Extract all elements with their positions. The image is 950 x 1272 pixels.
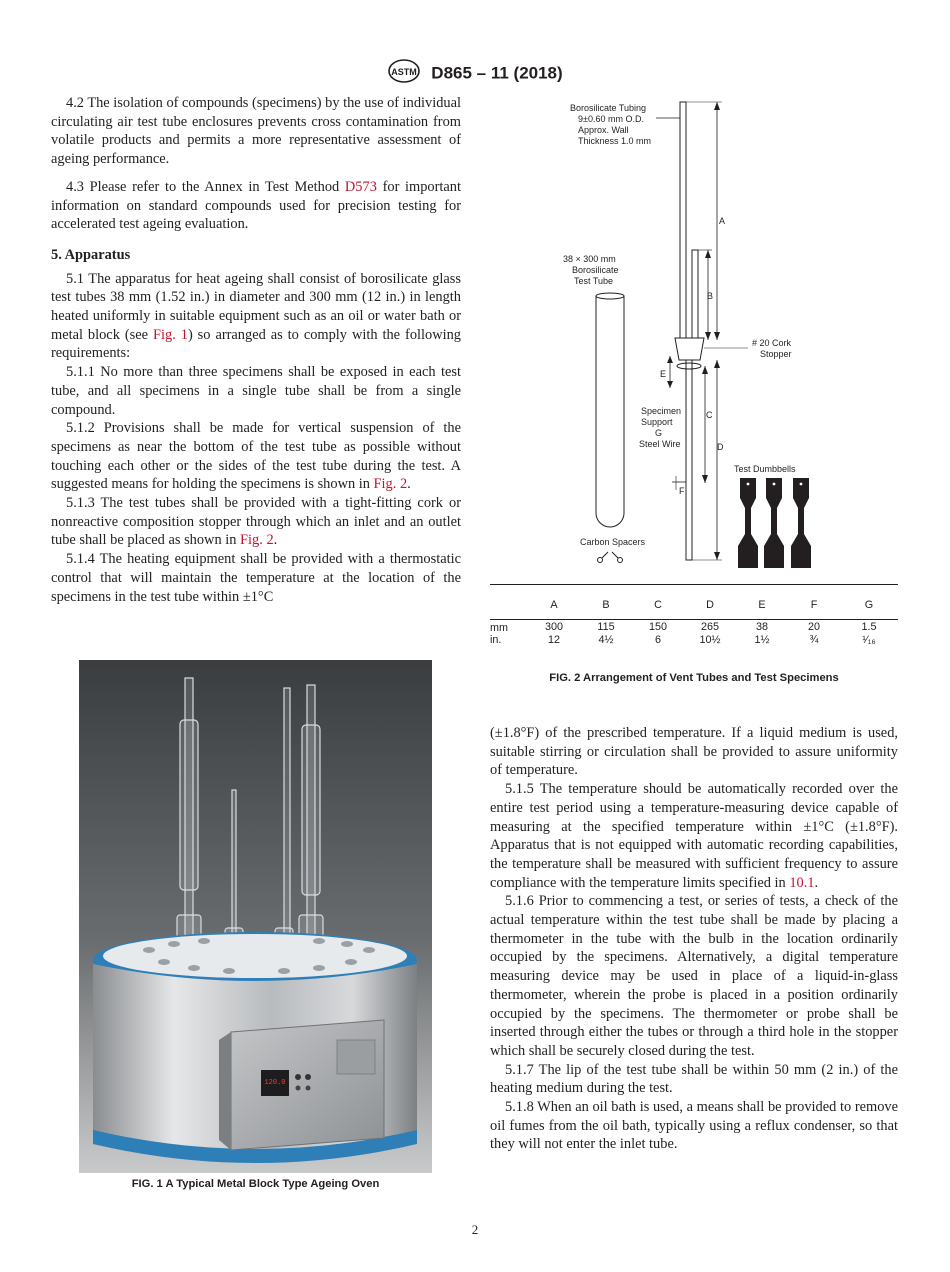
vent-tube-long [680,102,686,340]
inlet-tube [686,360,692,560]
paragraph-5-1-4-continued: (±1.8°F) of the prescribed temperature. If a liquid medium is used, suitable stirring or circulation shall be provided to assure uniformity of temperature. [490,725,898,779]
link-d573[interactable]: D573 [344,178,377,195]
link-fig-1[interactable]: Fig. 1 [152,326,188,343]
paragraph-5-1-1: 5.1.1 No more than three specimens shall be exposed in each test tube, and all specimens in a single tube shall be from a single compound. [51,364,461,418]
figure-2-drawing [560,98,890,576]
label-cork-number: # 20 Cork [752,338,792,348]
table-cell: 4½ [598,634,614,646]
table-header: F [810,599,818,611]
figure-1-caption: FIG. 1 A Typical Metal Block Type Ageing Oven [131,1178,380,1190]
test-tube-icon [596,296,624,527]
dim-label-b: B [707,291,714,301]
table-cell: 1.5 [861,621,877,633]
table-cell: 265 [700,621,719,633]
right-column [490,724,898,1154]
label-specimen: Specimen [641,406,682,416]
table-cell: ¾ [809,634,819,646]
label-cork-stopper: Stopper [760,349,792,359]
paragraph-5-1-2: 5.1.2 Provisions shall be made for vertical suspension of the specimens as near the bottom of the test tube as possible without touching each other or the sides of the test tube during the test. A suggested means for holding the specimens is shown in Fig. 2. [51,420,461,493]
paragraph-5-1-4: 5.1.4 The heating equipment shall be provided with a thermostatic control that will maintain the temperature at the location of the specimens in the test tube within ±1°C [51,551,461,605]
document-designation: D865 – 11 (2018) [431,63,563,83]
paragraph-5-1-6: 5.1.6 Prior to commencing a test, or series of tests, a check of the actual temperature within the test tube shall be made by placing a thermometer in the tube with the bulb in the location ordinarily occupied by the specimens. Alternatively, a digital temperature measuring device may be used in place of a liquid-in-glass thermometer, wherein the probe is placed in a position ordinarily occupied by the specimens. The thermometer or probe shall be inserted through either the tubes or through a third hole in the stopper which shall be securely closed during the test. [490,893,898,1059]
label-wall-thickness: Thickness 1.0 mm [578,136,652,146]
table-cell: 115 [597,621,615,633]
label-test-tube: Test Tube [574,276,614,286]
table-row [490,620,898,635]
astm-logo-icon [387,58,421,89]
dim-label-a: A [719,216,726,226]
table-cell: 20 [807,621,820,633]
table-header: A [550,599,558,611]
page-number: 2 [471,1222,479,1237]
paragraph-5-1-5: 5.1.5 The temperature should be automatically recorded over the entire test period using a temperature-measuring device capable of measuring at the specified temperature within ±1°C (±1.8°F). Apparatus that is not equipped with automatic recording capabilities, the temperature shall be measured with sufficient frequency to assure compliance with the temperature limits specified in 10.1. [490,781,898,891]
label-approx-wall: Approx. Wall [578,125,629,135]
dim-label-f: F [679,486,685,496]
table-header: D [706,599,714,611]
label-carbon-spacers: Carbon Spacers [580,537,646,547]
label-tubing-od: 9±0.60 mm O.D. [578,114,644,124]
paragraph-5-1-3: 5.1.3 The test tubes shall be provided with a tight-fitting cork or nonreactive composition stopper through which an inlet and an outlet tube shall be placed as shown in Fig. 2. [51,495,461,549]
paragraph-4-2: 4.2 The isolation of compounds (specimens) by the use of individual circulating air test tube enclosures prevents cross contamination from volatile products and permits a more representative assessment of ageing performance. [51,95,462,168]
paragraph-4-3: 4.3 Please refer to the Annex in Test Method D573 for important information on standard compounds used for precision testing for accelerated test ageing evaluation. [51,178,461,233]
label-borosilicate-tubing: Borosilicate Tubing [570,103,647,113]
table-header: E [758,599,766,611]
table-header: G [864,599,874,611]
label-g: G [655,428,663,438]
figure-1-photo [79,660,432,1173]
table-header [490,585,528,611]
table-cell: 10½ [699,634,721,646]
label-support: Support [641,417,673,427]
table-cell: 38 [755,621,768,633]
vent-tube-short [692,250,698,340]
figure-2-caption: FIG. 2 Arrangement of Vent Tubes and Test Specimens [549,672,839,684]
dimension-table-wrap [490,584,898,646]
carbon-spacer-icon [598,552,623,563]
table-cell: 1½ [754,634,770,646]
page-header [0,58,950,89]
table-cell: in. [490,634,502,646]
table-cell: 12 [547,634,560,646]
temperature-display-icon [261,1070,289,1096]
cork-stopper-icon [675,338,704,360]
logo-text: ASTM [391,67,418,77]
dim-label-d: D [717,442,724,452]
left-column [51,94,461,606]
figure-2-diagram [560,98,890,576]
paragraph-5-1-8: 5.1.8 When an oil bath is used, a means shall be provided to remove oil fumes from the oil bath, typically using a reflux condenser, so that they will not enter the inlet tube. [490,1099,898,1153]
section-heading-apparatus: 5. Apparatus [51,246,131,263]
paragraph-5-1-7: 5.1.7 The lip of the test tube shall be within 50 mm (2 in.) of the heating medium during the test. [490,1061,898,1097]
dimension-table [490,585,898,646]
dumbbell-specimen-icon [738,478,811,568]
table-cell: 300 [544,621,563,633]
table-cell: ¹⁄₁₆ [862,634,876,646]
table-header: C [654,599,662,611]
label-steel-wire: Steel Wire [639,439,681,449]
link-10-1[interactable]: 10.1 [789,874,815,891]
paragraph-5-1: 5.1 The apparatus for heat ageing shall consist of borosilicate glass test tubes 38 mm (1.52 in.) in diameter and 300 mm (12 in.) in length heated uniformly in suitable equipment such as an oil or water bath or metal block (see Fig. 1) so arranged as to comply with the following requirements: [51,270,461,362]
table-cell: mm [490,622,508,634]
link-fig-2[interactable]: Fig. 2 [373,476,408,493]
label-test-dumbbells: Test Dumbbells [734,464,796,474]
label-tube-size: 38 × 300 mm [563,254,616,264]
dim-label-c: C [706,410,713,420]
table-cell: 150 [648,621,667,633]
table-cell: 6 [654,634,661,646]
label-tube-material: Borosilicate [572,265,619,275]
table-row [490,634,898,646]
table-header: B [602,599,610,611]
dim-label-e: E [660,369,667,379]
display-readout: 120.0 [264,1079,286,1087]
link-fig-2[interactable]: Fig. 2 [240,532,274,549]
